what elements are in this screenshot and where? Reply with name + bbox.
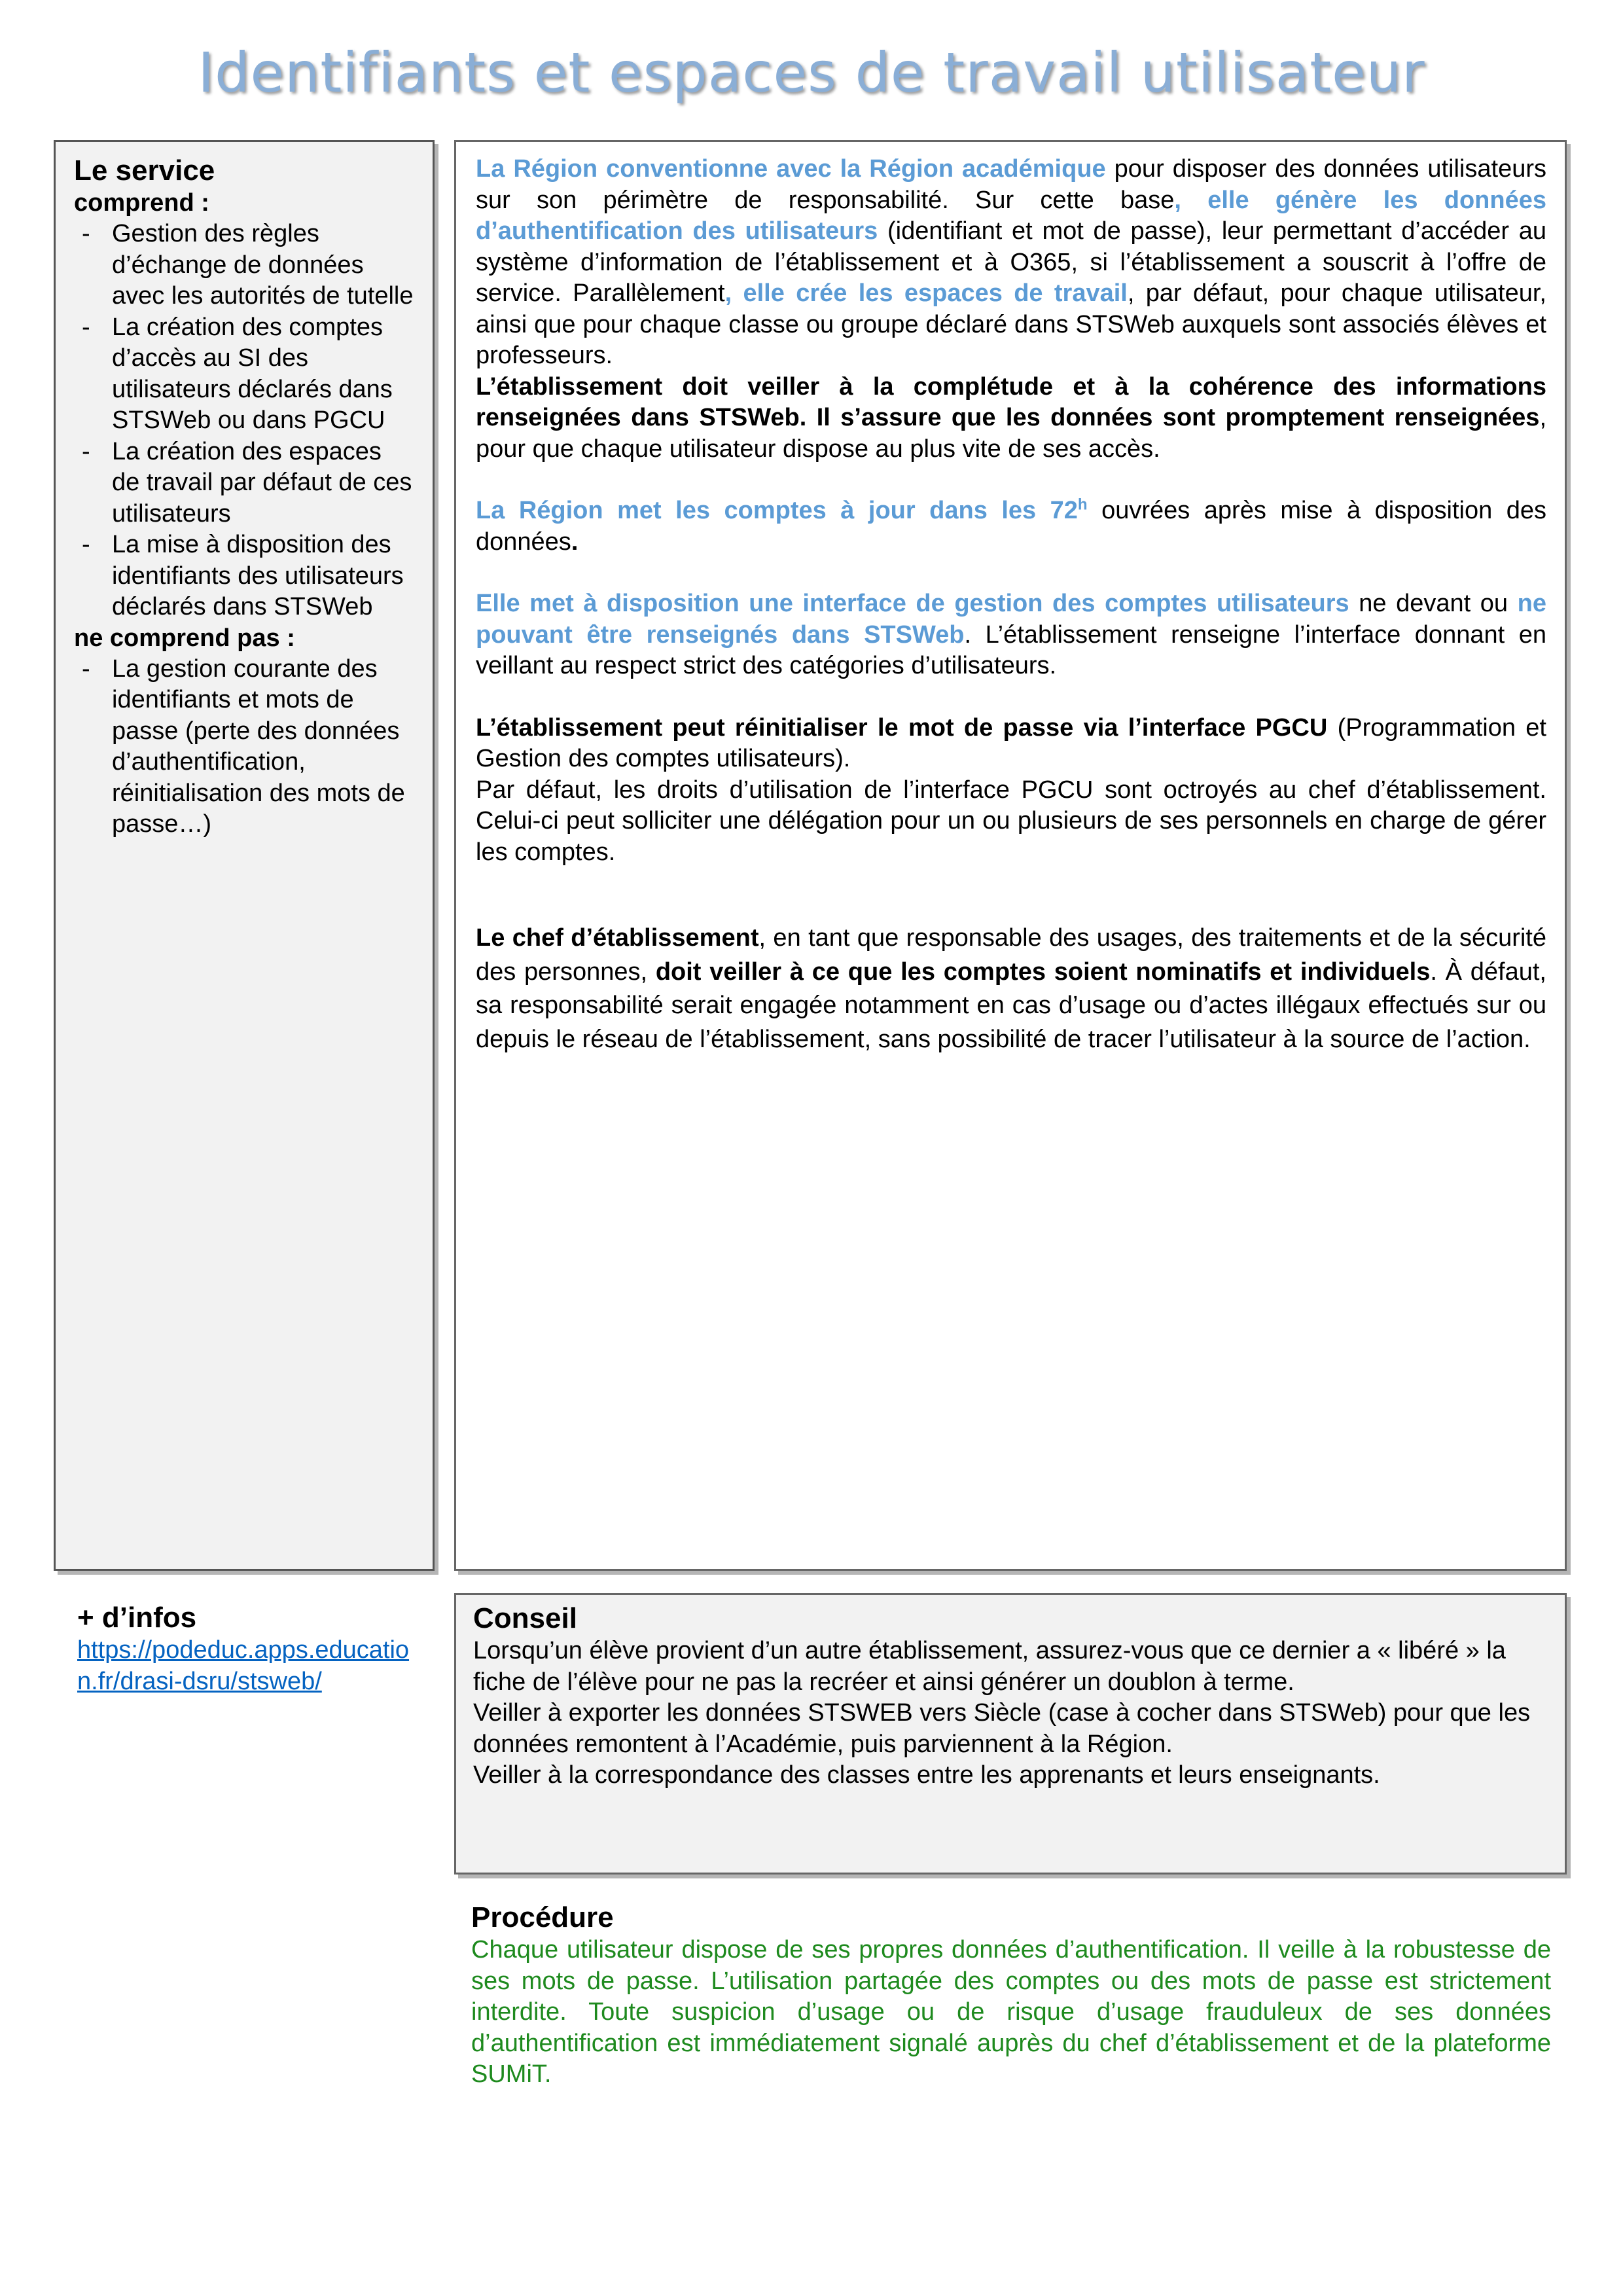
text-highlight: , elle génère les données d’authentification des utilisateurs bbox=[476, 186, 1546, 245]
list-item-text: La création des espaces de travail par défaut de ces utilisateurs bbox=[112, 437, 412, 528]
conseil-line: Veiller à la correspondance des classes entre les apprenants et leurs enseignants. bbox=[473, 1761, 1380, 1789]
procedure-heading: Procédure bbox=[471, 1901, 614, 1933]
page-title: Identifiants et espaces de travail utilisateur bbox=[198, 41, 1425, 105]
list-item-text: La création des comptes d’accès au SI des utilisateurs déclarés dans STSWeb ou dans PGCU bbox=[112, 313, 393, 434]
text-bold: L’établissement peut réinitialiser le mot de passe via l’interface PGCU bbox=[476, 713, 1328, 742]
conseil-heading: Conseil bbox=[473, 1602, 577, 1634]
text-run: , en tant que responsable des usages, des traitements et de la sécurité des personnes, bbox=[476, 924, 1547, 986]
infos-heading: + d’infos bbox=[77, 1602, 197, 1634]
text-highlight: La Région met les comptes à jour dans les 72 bbox=[476, 497, 1078, 524]
dash-bullet: - bbox=[82, 313, 90, 341]
text-bold: L’établissement doit veiller à la complétude et à la cohérence des informations renseignées dans STSWeb. Il s’assure que les données sont promptement renseignées bbox=[476, 372, 1546, 431]
paragraph-droits: Par défaut, les droits d’utilisation de l’interface PGCU sont octroyés au chef d’établissement. Celui-ci peut solliciter une délégation pour un ou plusieurs de ses personnels en charge de gérer les comptes. bbox=[476, 776, 1546, 866]
text-run: (identifiant et mot de passe), leur permettant d’accéder au système d’information de l’établissement et à O365, si l’établissement a souscrit à l’offre de service. Parallèlement bbox=[476, 217, 1546, 307]
list-item bbox=[74, 654, 416, 840]
main-box bbox=[454, 140, 1567, 1571]
text-bold: . bbox=[571, 528, 579, 556]
text-highlight: La Région conventionne avec la Région académique bbox=[476, 155, 1106, 183]
procedure-text: Chaque utilisateur dispose de ses propres données d’authentification. Il veille à la robustesse de ses mots de passe. L’utilisation partagée des comptes ou des mots de passe est strictement interdite. Toute suspicion d’usage ou de risque d’usage frauduleux de ses données d’authentification est immédiatement signalé auprès du chef d’établissement et de la plateforme SUMiT. bbox=[471, 1936, 1551, 2088]
dash-bullet: - bbox=[82, 220, 90, 247]
text-highlight: Elle met à disposition une interface de gestion des comptes utilisateurs bbox=[476, 590, 1349, 617]
dash-bullet: - bbox=[82, 531, 90, 558]
ne-comprend-label: ne comprend pas : bbox=[74, 624, 295, 652]
paragraph-interface bbox=[476, 588, 1546, 682]
conseil-line: Lorsqu’un élève provient d’un autre établissement, assurez-vous que ce dernier a « libéré » la fiche de l’élève pour ne pas la recréer et ainsi générer un doublon à terme. bbox=[473, 1637, 1506, 1696]
paragraph-chef bbox=[476, 922, 1546, 1056]
conseil-line: Veiller à exporter les données STSWEB vers Siècle (case à cocher dans STSWeb) pour que les données remontent à l’Académie, puis parviennent à la Région. bbox=[473, 1699, 1531, 1758]
service-heading: Le service bbox=[74, 154, 215, 187]
text-run: ne devant ou bbox=[1349, 590, 1518, 617]
list-item bbox=[74, 437, 416, 530]
infos-section bbox=[77, 1601, 418, 1697]
text-run: ouvrées après mise à disposition des données bbox=[476, 497, 1546, 556]
paragraph-mise-a-jour bbox=[476, 495, 1546, 558]
list-item-text: La mise à disposition des identifiants des utilisateurs déclarés dans STSWeb bbox=[112, 531, 404, 620]
service-box bbox=[54, 140, 435, 1571]
dash-bullet: - bbox=[82, 437, 90, 465]
paragraph-convention bbox=[476, 154, 1546, 372]
dash-bullet: - bbox=[82, 655, 90, 683]
text-run: (Programmation et Gestion des comptes utilisateurs). bbox=[476, 713, 1546, 772]
text-highlight: , elle crée les espaces de travail bbox=[724, 279, 1128, 307]
comprend-list bbox=[74, 219, 416, 623]
text-run: . L’établissement renseigne l’interface donnant en veillant au respect strict des catégories d’utilisateurs. bbox=[476, 620, 1546, 679]
ne-comprend-list bbox=[74, 654, 416, 840]
paragraph-pgcu bbox=[476, 713, 1546, 775]
superscript: h bbox=[1077, 495, 1088, 514]
text-run: , pour que chaque utilisateur dispose au plus vite de ses accès. bbox=[476, 404, 1546, 463]
list-item bbox=[74, 529, 416, 623]
list-item bbox=[74, 219, 416, 312]
text-run: , par défaut, pour chaque utilisateur, ainsi que pour chaque classe ou groupe déclaré dans STSWeb auxquels sont associés élèves et professeurs. bbox=[476, 279, 1546, 369]
paragraph-etablissement bbox=[476, 372, 1546, 465]
conseil-box bbox=[454, 1593, 1567, 1874]
list-item-text: Gestion des règles d’échange de données avec les autorités de tutelle bbox=[112, 220, 414, 310]
text-highlight: ne pouvant être renseignés dans STSWeb bbox=[476, 590, 1547, 649]
text-run: . À défaut, sa responsabilité serait engagée notamment en cas d’usage ou d’actes illégaux effectués sur ou depuis le réseau de l’établissement, sans possibilité de tracer l’utilisateur à la source de l’action. bbox=[476, 958, 1546, 1053]
comprend-label: comprend : bbox=[74, 189, 209, 217]
stsweb-link[interactable]: https://podeduc.apps.education.fr/drasi-dsru/stsweb/ bbox=[77, 1636, 410, 1695]
text-run: pour disposer des données utilisateurs sur son périmètre de responsabilité. Sur cette base bbox=[476, 155, 1546, 214]
text-bold: doit veiller à ce que les comptes soient nominatifs et individuels bbox=[655, 958, 1431, 986]
list-item bbox=[74, 312, 416, 437]
procedure-section bbox=[471, 1901, 1551, 2090]
text-bold: Le chef d’établissement bbox=[476, 924, 759, 952]
list-item-text: La gestion courante des identifiants et mots de passe (perte des données d’authentification, réinitialisation des mots de passe…) bbox=[112, 655, 405, 838]
